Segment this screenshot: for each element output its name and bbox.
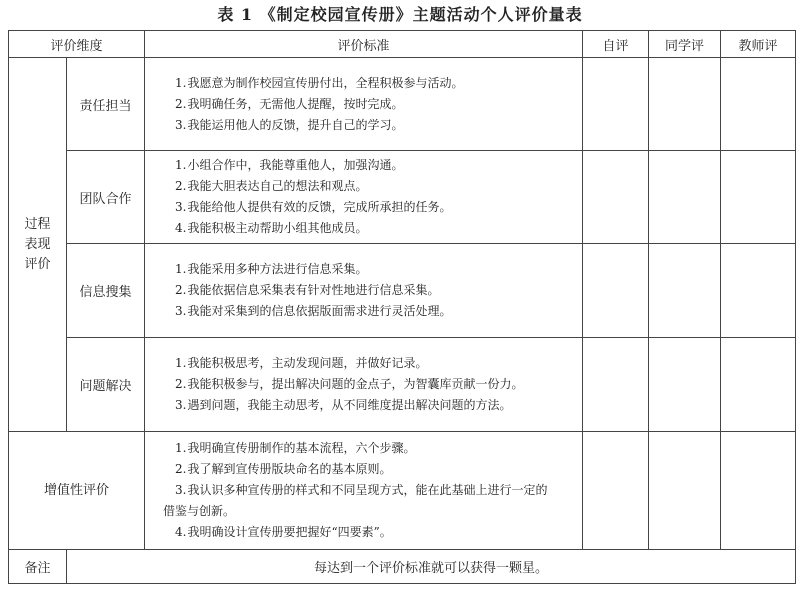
criterion-item bbox=[175, 155, 572, 176]
criterion-item bbox=[175, 176, 572, 197]
table-title: 表 1 《制定校园宣传册》主题活动个人评价量表 bbox=[217, 5, 583, 24]
criterion-text: 我了解到宣传册版块命名的基本原则。 bbox=[187, 462, 392, 476]
criterion-number: 4. bbox=[175, 525, 187, 539]
criteria-cell bbox=[145, 58, 583, 151]
criterion-text: 我能给他人提供有效的反馈，完成所承担的任务。 bbox=[187, 200, 452, 214]
header-peer: 同学评 bbox=[649, 31, 721, 58]
criterion-item bbox=[175, 115, 572, 136]
criteria-cell bbox=[145, 432, 583, 550]
criterion-text: 我能运用他人的反馈，提升自己的学习。 bbox=[187, 117, 404, 132]
table-row bbox=[9, 338, 796, 432]
table-row bbox=[9, 550, 796, 584]
teacher-eval-cell[interactable] bbox=[721, 338, 796, 432]
criterion-number: 1. bbox=[175, 356, 187, 370]
criterion-item bbox=[175, 459, 572, 480]
process-category-line: 评价 bbox=[24, 256, 51, 272]
self-eval-cell[interactable] bbox=[583, 58, 649, 151]
criterion-item bbox=[175, 301, 572, 322]
self-eval-cell[interactable] bbox=[583, 432, 649, 550]
criterion-item bbox=[175, 395, 572, 416]
table-row bbox=[9, 432, 796, 550]
teacher-eval-cell[interactable] bbox=[721, 244, 796, 338]
criterion-number: 1. bbox=[175, 75, 187, 90]
criterion-text: 我能积极主动帮助小组其他成员。 bbox=[187, 221, 368, 235]
dimension-cell: 问题解决 bbox=[67, 338, 145, 432]
self-eval-cell[interactable] bbox=[583, 151, 649, 244]
criterion-text: 我能积极思考，主动发现问题，并做好记录。 bbox=[187, 356, 428, 370]
criterion-number: 2. bbox=[175, 179, 187, 193]
criterion-item bbox=[175, 259, 572, 280]
dimension-cell: 责任担当 bbox=[67, 58, 145, 151]
dimension-cell: 信息搜集 bbox=[67, 244, 145, 338]
note-label: 备注 bbox=[9, 550, 67, 584]
teacher-eval-cell[interactable] bbox=[721, 432, 796, 550]
header-teacher: 教师评 bbox=[721, 31, 796, 58]
criterion-number: 2. bbox=[175, 283, 187, 297]
criterion-number: 3. bbox=[175, 117, 187, 132]
process-category-line: 过程 bbox=[24, 216, 51, 232]
criterion-number: 1. bbox=[175, 158, 187, 172]
peer-eval-cell[interactable] bbox=[649, 432, 721, 550]
teacher-eval-cell[interactable] bbox=[721, 151, 796, 244]
peer-eval-cell[interactable] bbox=[649, 338, 721, 432]
note-text: 每达到一个评价标准就可以获得一颗星。 bbox=[67, 550, 796, 584]
criterion-item bbox=[175, 522, 572, 543]
criterion-text: 我能积极参与，提出解决问题的金点子，为智囊库贡献一份力。 bbox=[187, 377, 524, 391]
criterion-item bbox=[175, 218, 572, 239]
criterion-text-continued: 借鉴与创新。 bbox=[163, 504, 236, 518]
criterion-text: 我愿意为制作校园宣传册付出，全程积极参与活动。 bbox=[187, 75, 464, 90]
criterion-item bbox=[175, 197, 572, 218]
criterion-text: 遇到问题，我能主动思考，从不同维度提出解决问题的方法。 bbox=[187, 398, 512, 412]
header-self: 自评 bbox=[583, 31, 649, 58]
table-row bbox=[9, 58, 796, 151]
value-added-label: 增值性评价 bbox=[9, 432, 145, 550]
criterion-text: 我明确设计宣传册要把握好“四要素”。 bbox=[187, 525, 392, 539]
peer-eval-cell[interactable] bbox=[649, 58, 721, 151]
criterion-number: 1. bbox=[175, 441, 187, 455]
criterion-number: 3. bbox=[175, 398, 187, 412]
dimension-cell: 团队合作 bbox=[67, 151, 145, 244]
peer-eval-cell[interactable] bbox=[649, 244, 721, 338]
criterion-item bbox=[175, 73, 572, 94]
criterion-number: 2. bbox=[175, 462, 187, 476]
evaluation-table bbox=[8, 30, 796, 584]
criterion-text: 小组合作中，我能尊重他人，加强沟通。 bbox=[187, 158, 404, 172]
process-category-line: 表现 bbox=[24, 236, 51, 252]
criterion-number: 3. bbox=[175, 483, 187, 497]
header-criteria: 评价标准 bbox=[145, 31, 583, 58]
criterion-text: 我明确宣传册制作的基本流程，六个步骤。 bbox=[187, 441, 416, 455]
criterion-number: 4. bbox=[175, 221, 187, 235]
header-dimension: 评价维度 bbox=[9, 31, 145, 58]
criteria-cell bbox=[145, 244, 583, 338]
self-eval-cell[interactable] bbox=[583, 338, 649, 432]
criterion-item bbox=[175, 353, 572, 374]
process-category-label bbox=[9, 215, 66, 275]
criterion-number: 1. bbox=[175, 262, 187, 276]
header-row bbox=[9, 31, 796, 58]
criterion-item bbox=[175, 280, 572, 301]
criterion-item bbox=[163, 480, 572, 522]
criterion-text: 我能大胆表达自己的想法和观点。 bbox=[187, 179, 368, 193]
peer-eval-cell[interactable] bbox=[649, 151, 721, 244]
criterion-item bbox=[175, 374, 572, 395]
self-eval-cell[interactable] bbox=[583, 244, 649, 338]
criterion-number: 3. bbox=[175, 200, 187, 214]
criterion-text: 我明确任务，无需他人提醒，按时完成。 bbox=[187, 96, 404, 111]
criterion-text: 我能对采集到的信息依据版面需求进行灵活处理。 bbox=[187, 304, 452, 318]
teacher-eval-cell[interactable] bbox=[721, 58, 796, 151]
criterion-number: 2. bbox=[175, 96, 187, 111]
process-category-cell bbox=[9, 58, 67, 432]
criterion-text: 我能采用多种方法进行信息采集。 bbox=[187, 262, 368, 276]
criterion-number: 3. bbox=[175, 304, 187, 318]
criteria-cell bbox=[145, 338, 583, 432]
table-row bbox=[9, 151, 796, 244]
criteria-cell bbox=[145, 151, 583, 244]
criterion-item bbox=[175, 94, 572, 115]
criterion-number: 2. bbox=[175, 377, 187, 391]
criterion-text: 我能依据信息采集表有针对性地进行信息采集。 bbox=[187, 283, 440, 297]
criterion-item bbox=[175, 438, 572, 459]
criterion-text: 我认识多种宣传册的样式和不同呈现方式，能在此基础上进行一定的 bbox=[187, 483, 548, 497]
table-row bbox=[9, 244, 796, 338]
